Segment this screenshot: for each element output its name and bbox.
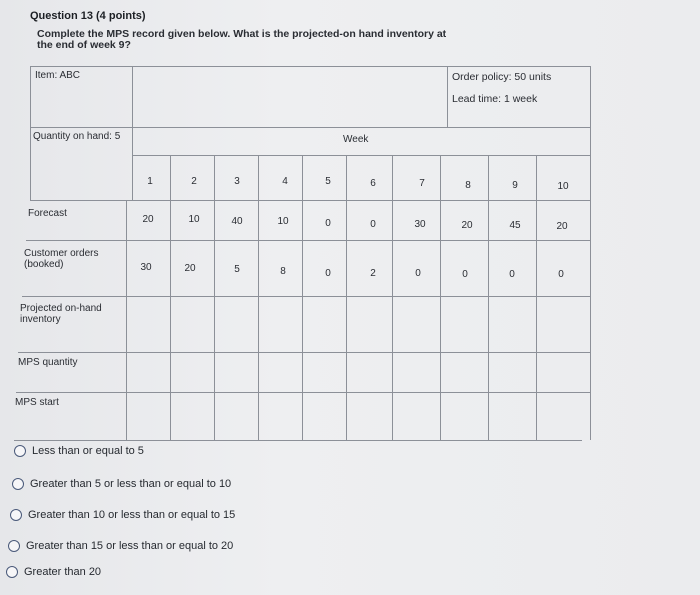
week-col-6 <box>392 155 393 440</box>
week-divider <box>132 155 590 156</box>
customer-orders-value: 0 <box>415 268 421 279</box>
week-number: 10 <box>557 181 569 192</box>
forecast-value: 0 <box>370 219 376 230</box>
item-label: Item: ABC <box>35 70 81 81</box>
option-3[interactable] <box>10 509 235 521</box>
customer-orders-value: 2 <box>370 268 376 279</box>
customer-orders-value: 0 <box>325 268 331 279</box>
order-policy-left <box>447 66 448 127</box>
forecast-label: Forecast <box>28 208 67 219</box>
week-col-5 <box>346 155 347 440</box>
option-2[interactable] <box>12 478 231 490</box>
week-col-2 <box>214 155 215 440</box>
forecast-value: 10 <box>188 214 200 225</box>
lead-time-label: Lead time: 1 week <box>452 93 538 105</box>
radio-icon[interactable] <box>6 566 18 578</box>
customer-orders-value: 0 <box>558 269 564 280</box>
week-number: 8 <box>465 180 471 191</box>
customer-orders-value: 0 <box>509 269 515 280</box>
table-border-bottom <box>14 440 582 441</box>
week-number: 2 <box>191 176 197 187</box>
question-title: Question 13 (4 points) <box>30 10 146 22</box>
table-border-left <box>30 66 31 200</box>
option-1[interactable] <box>14 445 144 457</box>
row-divider-1 <box>30 200 591 201</box>
radio-icon[interactable] <box>8 540 20 552</box>
row-divider-3 <box>22 296 590 297</box>
radio-icon[interactable] <box>10 509 22 521</box>
customer-orders-value: 20 <box>184 263 196 274</box>
row-divider-5 <box>16 392 590 393</box>
week-number: 1 <box>147 176 153 187</box>
week-number: 7 <box>419 178 425 189</box>
week-header: Week <box>343 134 369 145</box>
projected-line1: Projected on-hand <box>20 303 102 314</box>
customer-orders-value: 8 <box>280 266 286 277</box>
week-number: 6 <box>370 178 376 189</box>
forecast-value: 40 <box>231 216 243 227</box>
week-col-9 <box>536 155 537 440</box>
option-4[interactable] <box>8 540 233 552</box>
week-col-3 <box>258 155 259 440</box>
order-policy-label: Order policy: 50 units <box>452 71 552 83</box>
forecast-value: 20 <box>142 214 154 225</box>
radio-icon[interactable] <box>12 478 24 490</box>
option-3-label: Greater than 10 or less than or equal to 15 <box>28 509 236 521</box>
label-column-right-lower <box>126 200 127 440</box>
week-col-1 <box>170 155 171 440</box>
customer-orders-line2: (booked) <box>24 259 64 270</box>
week-col-8 <box>488 155 489 440</box>
radio-icon[interactable] <box>14 445 26 457</box>
week-col-7 <box>440 155 441 440</box>
customer-orders-value: 30 <box>140 262 152 273</box>
table-border-right <box>590 66 591 440</box>
week-number: 5 <box>325 176 331 187</box>
projected-line2: inventory <box>20 314 61 325</box>
forecast-value: 45 <box>509 220 521 231</box>
forecast-value: 20 <box>556 221 568 232</box>
forecast-value: 30 <box>414 219 426 230</box>
customer-orders-label <box>24 248 98 270</box>
option-2-label: Greater than 5 or less than or equal to 10 <box>30 478 232 490</box>
forecast-value: 0 <box>325 218 331 229</box>
week-number: 3 <box>234 176 240 187</box>
table-border-top <box>30 66 591 67</box>
forecast-value: 10 <box>277 216 289 227</box>
quantity-on-hand-label: Quantity on hand: 5 <box>33 131 121 142</box>
option-4-label: Greater than 15 or less than or equal to 20 <box>26 540 234 552</box>
customer-orders-line1: Customer orders <box>24 248 99 259</box>
week-number: 9 <box>512 180 518 191</box>
row-divider-4 <box>18 352 590 353</box>
option-5[interactable] <box>6 566 101 578</box>
customer-orders-value: 0 <box>462 269 468 280</box>
forecast-value: 20 <box>461 220 473 231</box>
question-text: Complete the MPS record given below. What is the projected-on hand inventory at the end of week 9? <box>37 28 447 51</box>
projected-inventory-label <box>20 303 102 325</box>
customer-orders-value: 5 <box>234 264 240 275</box>
week-number: 4 <box>282 176 288 187</box>
mps-quantity-label: MPS quantity <box>18 357 78 368</box>
option-1-label: Less than or equal to 5 <box>32 445 144 457</box>
row-divider-2 <box>26 240 590 241</box>
mps-start-label: MPS start <box>15 397 59 408</box>
header-divider <box>30 127 591 128</box>
option-5-label: Greater than 20 <box>24 566 102 578</box>
week-col-4 <box>302 155 303 440</box>
label-column-right <box>132 66 133 200</box>
